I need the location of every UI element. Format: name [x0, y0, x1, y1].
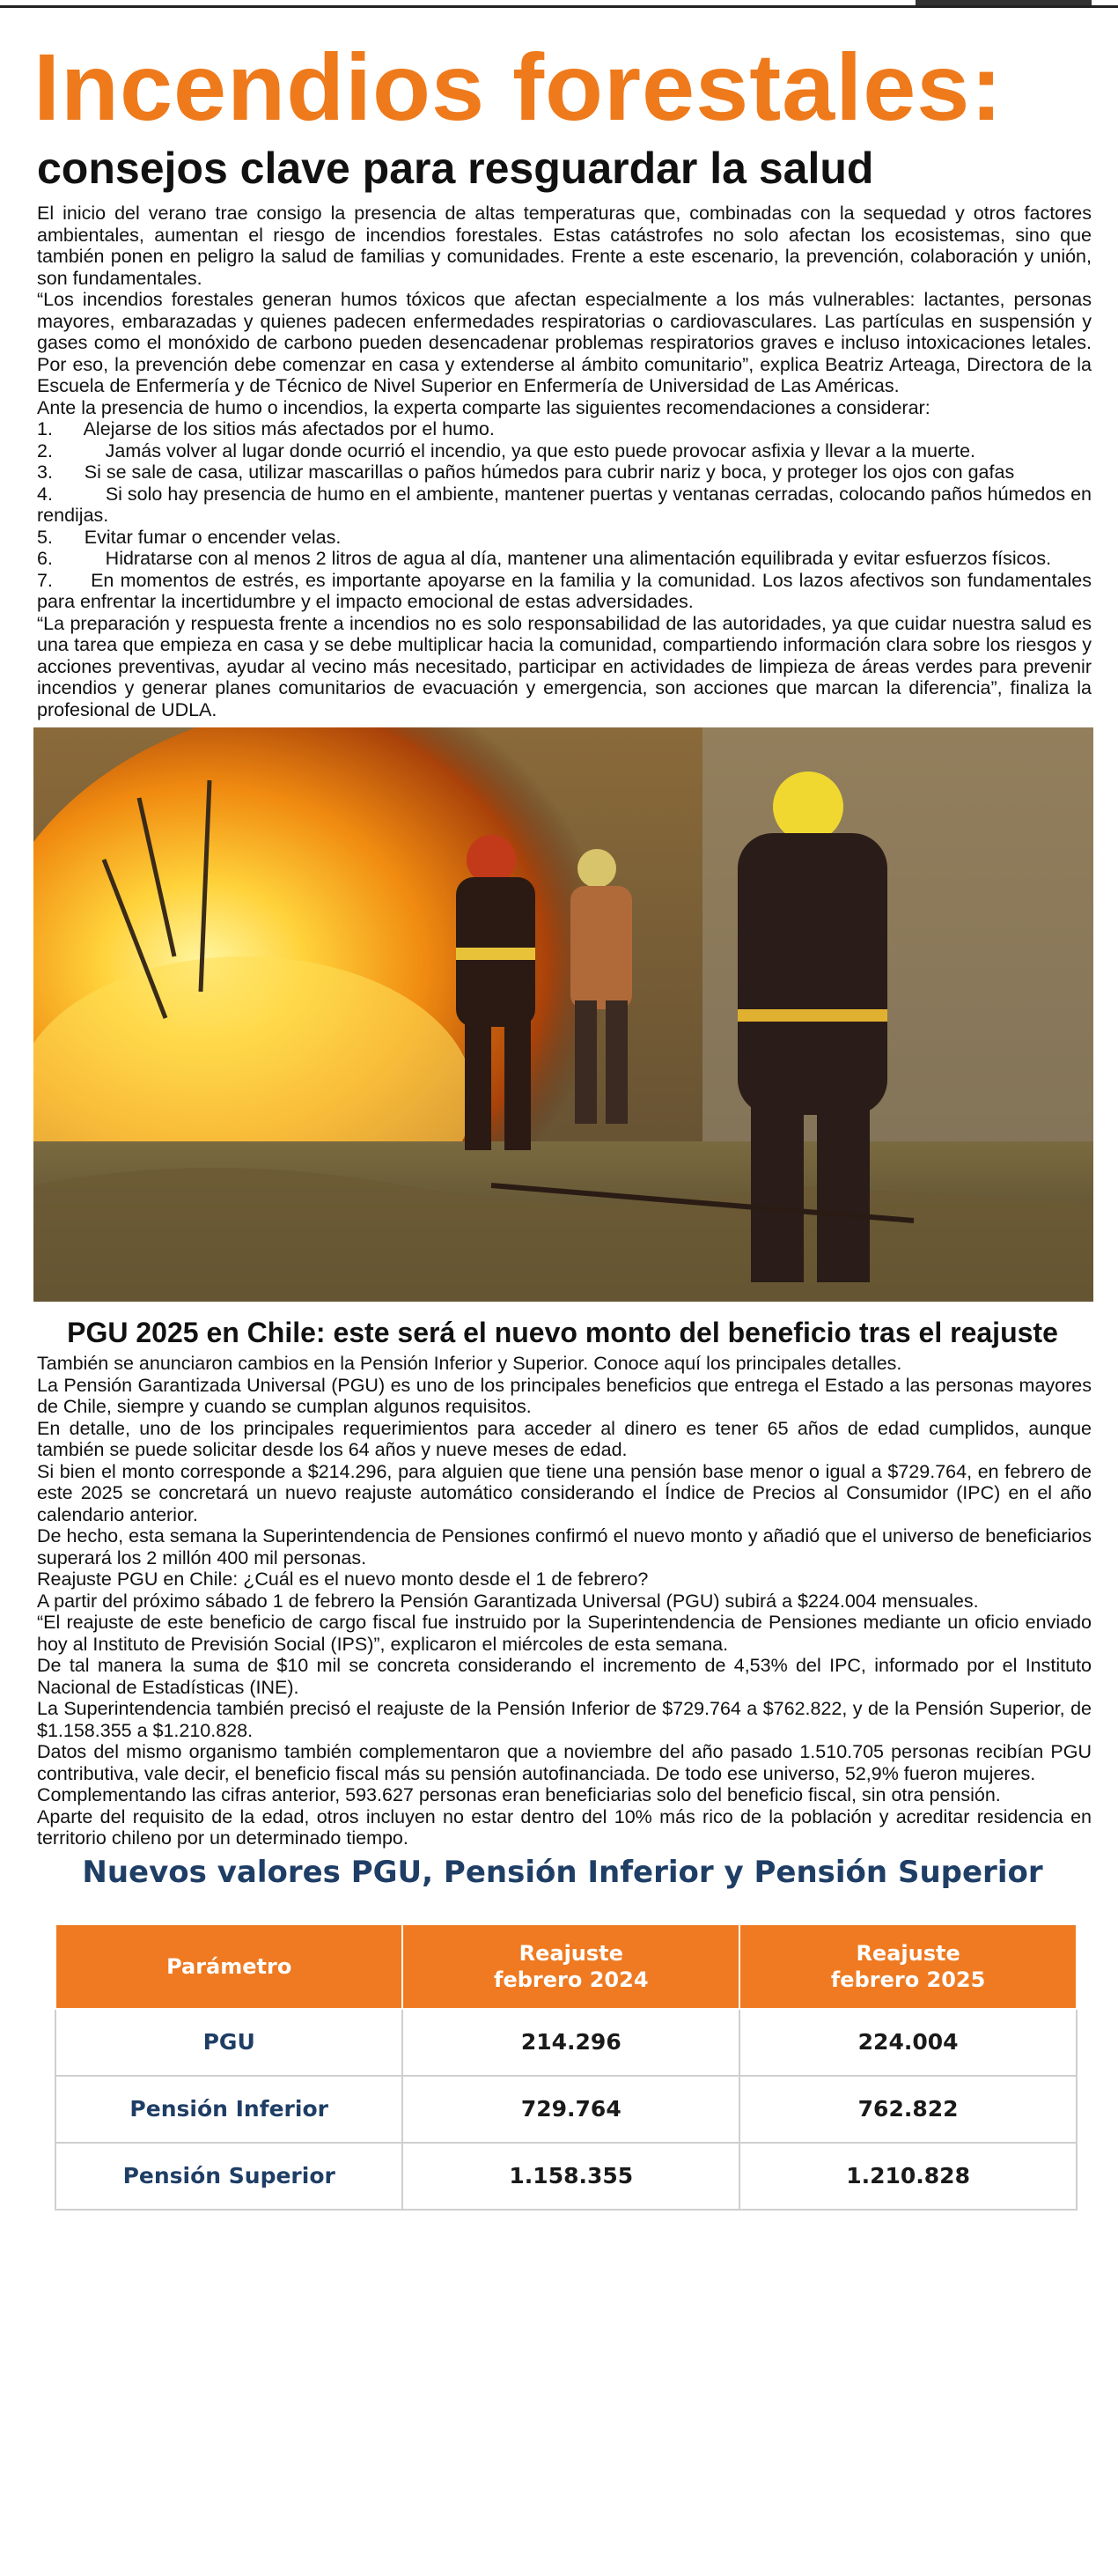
header-2025: Reajuste febrero 2025	[739, 1924, 1077, 2009]
cell-value: 729.764	[402, 2076, 739, 2143]
cell-value: 1.210.828	[739, 2143, 1077, 2210]
article2-title: PGU 2025 en Chile: este será el nuevo monto del beneficio tras el reajuste	[67, 1317, 1058, 1348]
article-body	[33, 203, 1097, 720]
list-item: 7. En momentos de estrés, es importante apoyarse en la familia y la comunidad. Los lazos afectivos son fundamentales para enfrentar la incertidumbre y el impacto emocional de estas adversidades.	[37, 569, 1097, 612]
table-row	[55, 2009, 1077, 2076]
paragraph: A partir del próximo sábado 1 de febrero la Pensión Garantizada Universal (PGU) subirá a $224.004 mensuales.	[37, 1590, 979, 1612]
cell-value: 1.158.355	[402, 2143, 739, 2210]
paragraph: Complementando las cifras anterior, 593.627 personas eran beneficiarias solo del beneficio fiscal, sin otra pensión.	[37, 1784, 1001, 1805]
cell-value: 224.004	[739, 2009, 1077, 2076]
list-item: 1. Alejarse de los sitios más afectados por el humo.	[37, 418, 495, 439]
list-item: 6. Hidratarse con al menos 2 litros de agua al día, mantener una alimentación equilibrada y evitar esfuerzos físicos.	[37, 548, 1052, 569]
paragraph: La Pensión Garantizada Universal (PGU) es uno de los principales beneficios que entrega el Estado a las personas mayores de Chile, siempre y cuando se cumplan algunos requisitos.	[37, 1374, 1092, 1417]
cell-value: 214.296	[402, 2009, 739, 2076]
header-parameter: Parámetro	[55, 1924, 402, 2009]
article-title: Incendios forestales:	[33, 33, 1004, 140]
cell-parameter: PGU	[55, 2009, 402, 2076]
paragraph: De hecho, esta semana la Superintendencia de Pensiones confirmó el nuevo monto y añadió que el universo de beneficiarios superará los 2 millón 400 mil personas.	[37, 1525, 1092, 1568]
table-row	[55, 2143, 1077, 2210]
header-2024: Reajuste febrero 2024	[402, 1924, 739, 2009]
page	[33, 33, 1097, 2211]
wildfire-firefighters-photo	[33, 727, 1093, 1302]
paragraph: “Los incendios forestales generan humos tóxicos que afectan especialmente a los más vulnerables: lactantes, personas mayores, embarazadas y quienes padecen enfermedades respiratorias o cardiovasculares. Las partículas en suspensión y gases como el monóxido de carbono pueden desencadenar problemas respiratorios graves e incluso intoxicaciones letales. Por eso, la prevención debe comenzar en casa y extenderse al ámbito comunitario”, explica Beatriz Arteaga, Directora de la Escuela de Enfermería y de Técnico de Nivel Superior en Enfermería de Universidad de Las Américas.	[37, 289, 1092, 396]
section-tag	[916, 0, 1092, 5]
paragraph: También se anunciaron cambios en la Pensión Inferior y Superior. Conoce aquí los principales detalles.	[37, 1353, 902, 1374]
list-item: 2. Jamás volver al lugar donde ocurrió el incendio, ya que esto puede provocar asfixia y llevar a la muerte.	[37, 439, 976, 461]
paragraph: La Superintendencia también precisó el reajuste de la Pensión Inferior de $729.764 a $762.822, y de la Pensión Superior, de $1.158.355 a $1.210.828.	[37, 1698, 1092, 1741]
table-row	[55, 2076, 1077, 2143]
list-item: 4. Si solo hay presencia de humo en el ambiente, mantener puertas y ventanas cerradas, colocando paños húmedos en rendijas.	[37, 483, 1097, 526]
paragraph: “El reajuste de este beneficio de cargo fiscal fue instruido por la Superintendencia de Pensiones mediante un oficio enviado hoy al Instituto de Previsión Social (IPS)”, explicaron el miércoles de esta semana.	[37, 1612, 1092, 1655]
paragraph: En detalle, uno de los principales requerimientos para acceder al dinero es tener 65 años de edad cumplidos, aunque también se puede solicitar desde los 64 años y nueve meses de edad.	[37, 1417, 1092, 1460]
list-item: 3. Si se sale de casa, utilizar mascarillas o paños húmedos para cubrir nariz y boca, y proteger los ojos con gafas	[37, 461, 1015, 483]
paragraph: Ante la presencia de humo o incendios, la experta comparte las siguientes recomendaciones a considerar:	[37, 396, 930, 418]
paragraph: Si bien el monto corresponde a $214.296, para alguien que tiene una pensión base menor o igual a $729.764, en febrero de este 2025 se concretará un nuevo reajuste automático considerando el Índice de Precios al Consumidor (IPC) en el año calendario anterior.	[37, 1460, 1092, 1525]
table-header-row	[55, 1924, 1077, 2009]
article2-body	[33, 1353, 1092, 1849]
pension-values-table	[55, 1923, 1078, 2211]
paragraph: Reajuste PGU en Chile: ¿Cuál es el nuevo monto desde el 1 de febrero?	[37, 1568, 649, 1590]
paragraph: De tal manera la suma de $10 mil se concreta considerando el incremento de 4,53% del IPC, informado por el Instituto Nacional de Estadísticas (INE).	[37, 1655, 1092, 1698]
paragraph: Aparte del requisito de la edad, otros incluyen no estar dentro del 10% más rico de la población y acreditar residencia en territorio chileno por un determinado tiempo.	[37, 1805, 1092, 1849]
list-item: 5. Evitar fumar o encender velas.	[37, 526, 342, 548]
table-title: Nuevos valores PGU, Pensión Inferior y Pensión Superior	[82, 1854, 1043, 1890]
paragraph: Datos del mismo organismo también complementaron que a noviembre del año pasado 1.510.705 personas recibían PGU contributiva, vale decir, el beneficio fiscal más su pensión autofinanciada. De todo ese universo, 52,9% fueron mujeres.	[37, 1741, 1092, 1784]
article-subtitle: consejos clave para resguardar la salud	[37, 144, 874, 193]
closing-quote: “La preparación y respuesta frente a incendios no es solo responsabilidad de las autoridades, ya que cuidar nuestra salud es una tarea que empieza en casa y se debe multiplicar hacia la comunidad, compartiendo información clara sobre los riesgos y acciones preventivas, ayudar al vecino más necesitado, participar en actividades de limpieza de áreas verdes para prevenir incendios y generar planes comunitarios de evacuación y emergencia, son acciones que marcan la diferencia”, finaliza la profesional de UDLA.	[37, 612, 1092, 720]
cell-parameter: Pensión Superior	[55, 2143, 402, 2210]
cell-value: 762.822	[739, 2076, 1077, 2143]
cell-parameter: Pensión Inferior	[55, 2076, 402, 2143]
top-rule	[0, 5, 1118, 8]
paragraph: El inicio del verano trae consigo la presencia de altas temperaturas que, combinadas con la sequedad y otros factores ambientales, aumentan el riesgo de incendios forestales. Estas catástrofes no solo afectan los ecosistemas, sino que también ponen en peligro la salud de familias y comunidades. Frente a este escenario, la prevención, colaboración y unión, son fundamentales.	[37, 203, 1092, 289]
